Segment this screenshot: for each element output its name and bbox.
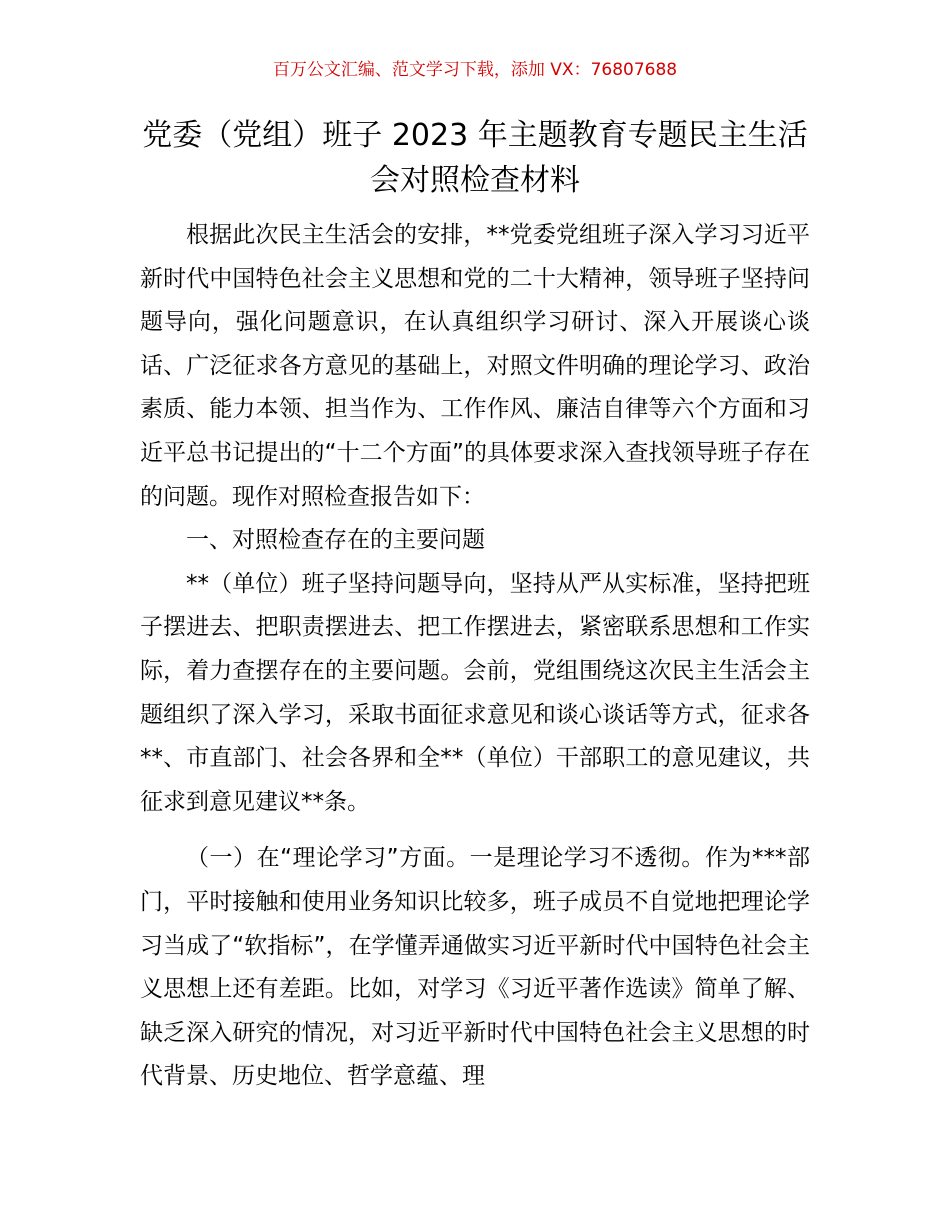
section-heading-1: 一、对照检查存在的主要问题 bbox=[186, 527, 485, 554]
document-title: 党委（党组）班子 2023 年主题教育专题民主生活会对照检查材料 bbox=[142, 118, 808, 198]
document-body bbox=[140, 214, 810, 1099]
paragraph-section-1-intro: **（单位）班子坚持问题导向，坚持从严从实标准，坚持把班子摆进去、把职责摆进去、把工作摆进去，紧密联系思想和工作实际，着力查摆存在的主要问题。会前，党组围绕这次民主生活会主题组织了深入学习，采取书面征求意见和谈心谈话等方式，征求各**、市直部门、社会各界和全**（单位）干部职工的意见建议，共征求到意见建议**条。 bbox=[140, 570, 810, 815]
watermark-header: 百万公文汇编、范文学习下载，添加 VX：76807688 bbox=[272, 60, 678, 80]
paragraph-theory-study: （一）在“理论学习”方面。一是理论学习不透彻。作为***部门，平时接触和使用业务知识比较多，班子成员不自觉地把理论学习当成了“软指标”，在学懂弄通做实习近平新时代中国特色社会主义思想上还有差距。比如，对学习《习近平著作选读》简单了解、缺乏深入研究的情况，对习近平新时代中国特色社会主义思想的时代背景、历史地位、哲学意蕴、理 bbox=[140, 845, 810, 1090]
paragraph-intro: 根据此次民主生活会的安排，**党委党组班子深入学习习近平新时代中国特色社会主义思想和党的二十大精神，领导班子坚持问题导向，强化问题意识，在认真组织学习研讨、深入开展谈心谈话、广泛征求各方意见的基础上，对照文件明确的理论学习、政治素质、能力本领、担当作为、工作作风、廉洁自律等六个方面和习近平总书记提出的“十二个方面”的具体要求深入查找领导班子存在的问题。现作对照检查报告如下： bbox=[140, 222, 810, 510]
